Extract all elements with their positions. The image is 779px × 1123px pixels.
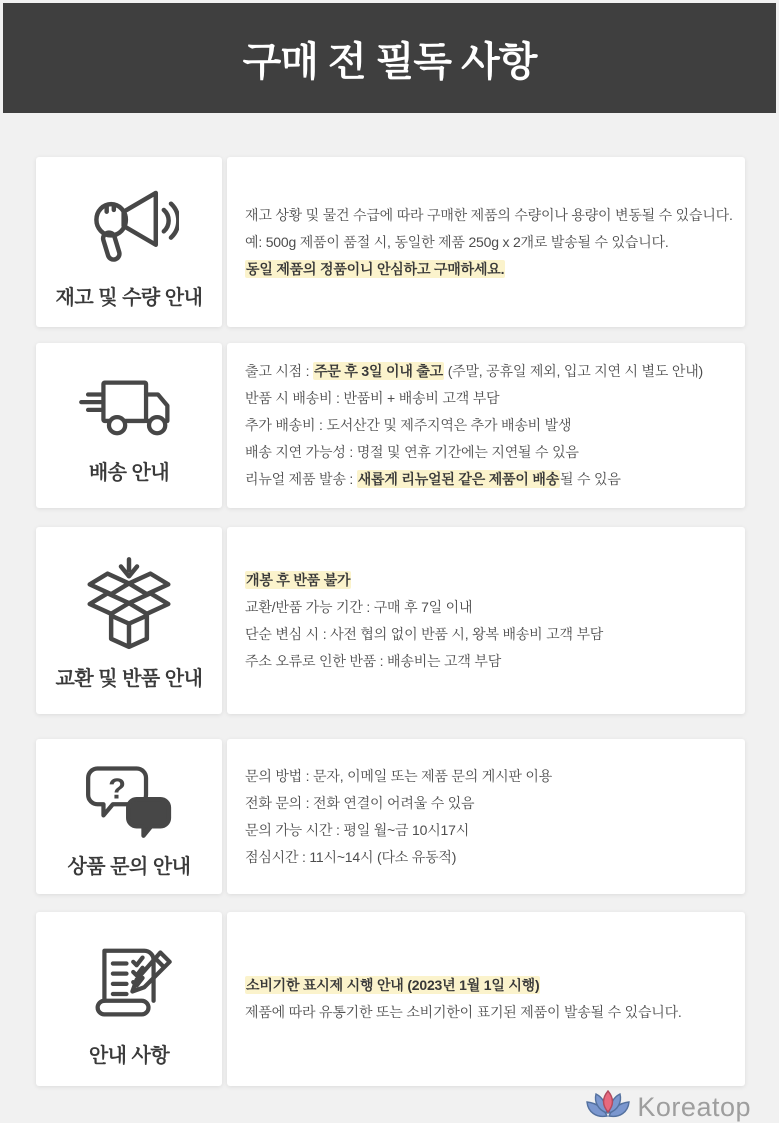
text-line — [245, 594, 739, 621]
highlighted-text: 동일 제품의 정품이니 안심하고 구매하세요. — [246, 260, 505, 277]
section-title: 교환 및 반품 안내 — [55, 668, 203, 690]
text-line — [245, 817, 739, 844]
section-text — [245, 972, 739, 1026]
page-title: 구매 전 필독 사항 — [242, 39, 537, 84]
section-icon-card — [36, 739, 222, 894]
text-segment: (주말, 공휴일 제외, 입고 지연 시 별도 안내) — [444, 363, 704, 379]
section-content-card — [227, 157, 745, 327]
text-line — [245, 202, 739, 229]
delivery-truck-icon — [77, 372, 181, 446]
text-line — [245, 763, 739, 790]
highlighted-text: 새롭게 리뉴얼된 같은 제품이 배송 — [357, 471, 560, 487]
section-content-card — [227, 527, 745, 714]
text-line — [245, 358, 739, 385]
sections — [0, 113, 779, 1086]
text-segment: 리뉴얼 제품 발송 : — [245, 471, 357, 487]
text-line — [245, 790, 739, 817]
text-segment: 문의 가능 시간 : 평일 월~금 10시17시 — [245, 821, 470, 838]
text-line — [245, 999, 739, 1026]
info-section — [36, 912, 745, 1086]
section-title: 재고 및 수량 안내 — [55, 286, 203, 309]
text-line — [245, 229, 739, 256]
text-segment: 교환/반품 가능 기간 : 구매 후 7일 이내 — [245, 598, 473, 615]
info-section — [36, 157, 745, 327]
text-segment: 재고 상황 및 물건 수급에 따라 구매한 제품의 수량이나 용량이 변동될 수 있습니다. — [245, 206, 733, 223]
section-content-card — [227, 912, 745, 1086]
open-box-icon — [79, 556, 179, 652]
checklist-pencil-icon — [79, 937, 179, 1029]
megaphone-icon — [79, 181, 179, 271]
section-text — [245, 567, 739, 675]
text-segment: 될 수 있음 — [560, 471, 621, 487]
info-section — [36, 527, 745, 714]
section-text — [245, 202, 739, 283]
text-line — [245, 567, 739, 594]
text-line — [245, 972, 739, 999]
brand-name: Koreatop — [637, 1091, 751, 1122]
highlighted-text: 개봉 후 반품 불가 — [246, 571, 351, 588]
text-segment: 제품에 따라 유통기한 또는 소비기한이 표기된 제품이 발송될 수 있습니다. — [245, 1004, 682, 1020]
section-text — [245, 358, 739, 493]
section-icon-card — [36, 343, 222, 508]
highlighted-text: 주문 후 3일 이내 출고 — [314, 363, 443, 379]
text-line — [245, 439, 739, 466]
text-line — [245, 844, 739, 871]
chat-question-icon — [77, 760, 181, 840]
text-segment: 문의 방법 : 문자, 이메일 또는 제품 문의 게시판 이용 — [245, 767, 553, 784]
text-segment: 반품 시 배송비 : 반품비 + 배송비 고객 부담 — [245, 390, 500, 406]
text-line — [245, 648, 739, 675]
section-text — [245, 763, 739, 871]
section-icon-card — [36, 157, 222, 327]
svg-text:?: ? — [108, 773, 126, 806]
text-segment: 단순 변심 시 : 사전 협의 없이 반품 시, 왕복 배송비 고객 부담 — [245, 625, 604, 642]
page-header — [3, 3, 776, 113]
text-line — [245, 466, 739, 493]
section-title: 안내 사항 — [88, 1044, 170, 1067]
text-segment: 출고 시점 : — [245, 363, 314, 379]
section-title: 배송 안내 — [88, 462, 170, 484]
text-segment: 전화 문의 : 전화 연결이 어려울 수 있음 — [245, 794, 475, 811]
section-content-card — [227, 739, 745, 894]
info-section — [36, 343, 745, 508]
text-segment: 예: 500g 제품이 품절 시, 동일한 제품 250g x 2개로 발송될 수 있습니다. — [245, 233, 669, 250]
text-line — [245, 412, 739, 439]
section-icon-card — [36, 912, 222, 1086]
lotus-logo-icon — [585, 1090, 631, 1123]
text-segment: 배송 지연 가능성 : 명절 및 연휴 기간에는 지연될 수 있음 — [245, 444, 579, 460]
section-icon-card — [36, 527, 222, 714]
text-segment: 주소 오류로 인한 반품 : 배송비는 고객 부담 — [245, 652, 502, 669]
text-line — [245, 256, 739, 283]
page-footer — [0, 1090, 779, 1123]
text-line — [245, 385, 739, 412]
text-segment: 점심시간 : 11시~14시 (다소 유동적) — [245, 848, 457, 865]
text-line — [245, 621, 739, 648]
info-section — [36, 739, 745, 894]
section-title: 상품 문의 안내 — [67, 856, 191, 878]
section-content-card — [227, 343, 745, 508]
text-segment: 추가 배송비 : 도서산간 및 제주지역은 추가 배송비 발생 — [245, 417, 572, 433]
highlighted-text: 소비기한 표시제 시행 안내 (2023년 1월 1일 시행) — [246, 977, 540, 993]
